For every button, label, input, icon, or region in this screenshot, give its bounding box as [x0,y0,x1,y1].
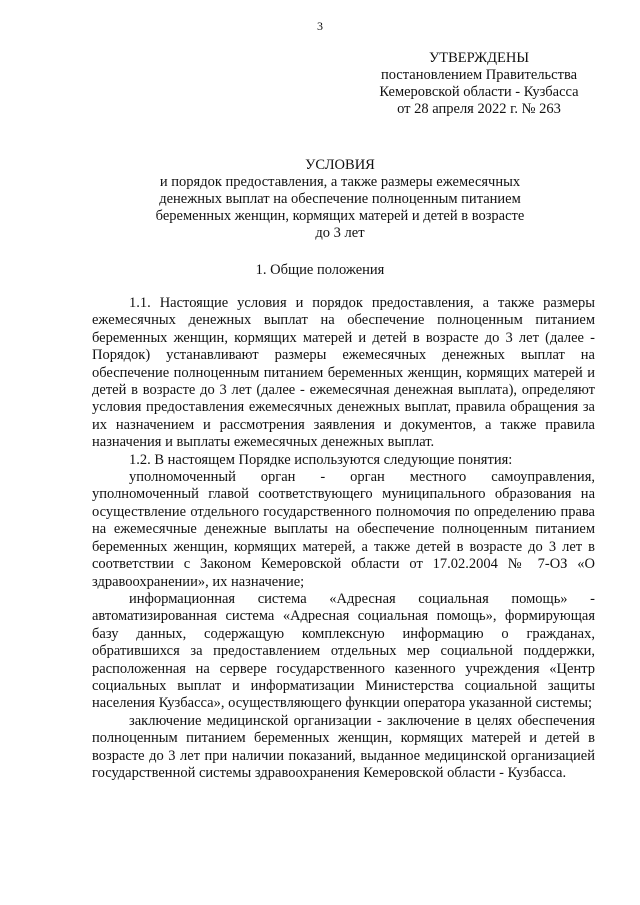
page-number: 3 [317,19,323,33]
definition-information-system: информационная система «Адресная социальная помощь» - автоматизированная система «Адресная социальная помощь», формирующая базу данных, содержащую комплексную информацию о гражданах, обратившихся за предоставлением отдельных мер социальной поддержки, расположенная на сервере государственного казенного учреждения «Центр социальных выплат и информатизации Министерства социальной защиты населения Кузбасса», осуществляющего функции оператора указанной системы; [92,590,595,712]
definition-medical-conclusion: заключение медицинской организации - заключение в целях обеспечения полноценным питанием беременных женщин, кормящих матерей и детей в возрасте до 3 лет при наличии показаний, выданное медицинской организацией государственной системы здравоохранения Кемеровской области - Кузбасса. [92,712,595,781]
document-title-line-4: до 3 лет [315,225,365,241]
paragraph-1-1: 1.1. Настоящие условия и порядок предоставления, а также размеры ежемесячных денежных выплат на обеспечение полноценным питанием беременных женщин, кормящих матерей и детей в возрасте до 3 лет (далее - Порядок) устанавливают размеры ежемесячных денежных выплат на обеспечение полноценным питанием беременных женщин, кормящих матерей и детей в возрасте до 3 лет (далее - ежемесячная денежная выплата), определяют условия предоставления ежемесячных денежных выплат, правила обращения за их назначением и рассмотрения заявления и документов, а также правила назначения и выплаты ежемесячных денежных выплат. [92,295,595,451]
approval-line-3: от 28 апреля 2022 г. № 263 [397,101,561,117]
document-title-line-2: денежных выплат на обеспечение полноценным питанием [159,191,521,207]
document-title-heading: УСЛОВИЯ [305,157,375,173]
definition-authorized-body: уполномоченный орган - орган местного самоуправления, уполномоченный главой соответствующего муниципального образования на осуществление отдельного государственного полномочия по определению права на ежемесячные денежные выплаты на обеспечение полноценным питанием беременных женщин, кормящих матерей, а также детей в возрасте до 3 лет в соответствии с Законом Кемеровской области от 17.02.2004 № 7-ОЗ «О здравоохранении», их назначение; [92,469,595,590]
approval-heading: УТВЕРЖДЕНЫ [428,50,530,66]
document-title-line-1: и порядок предоставления, а также размеры ежемесячных [159,174,521,190]
document-title-line-3: беременных женщин, кормящих матерей и детей в возрасте [155,208,525,224]
approval-line-1: постановлением Правительства [380,67,578,83]
approval-stamp [374,50,584,118]
paragraph-1-2: 1.2. В настоящем Порядке используются следующие понятия: [129,451,513,468]
document-body [92,295,595,782]
section-heading: 1. Общие положения [255,262,385,278]
approval-line-2: Кемеровской области - Кузбасса [379,84,579,100]
document-title [140,157,540,242]
